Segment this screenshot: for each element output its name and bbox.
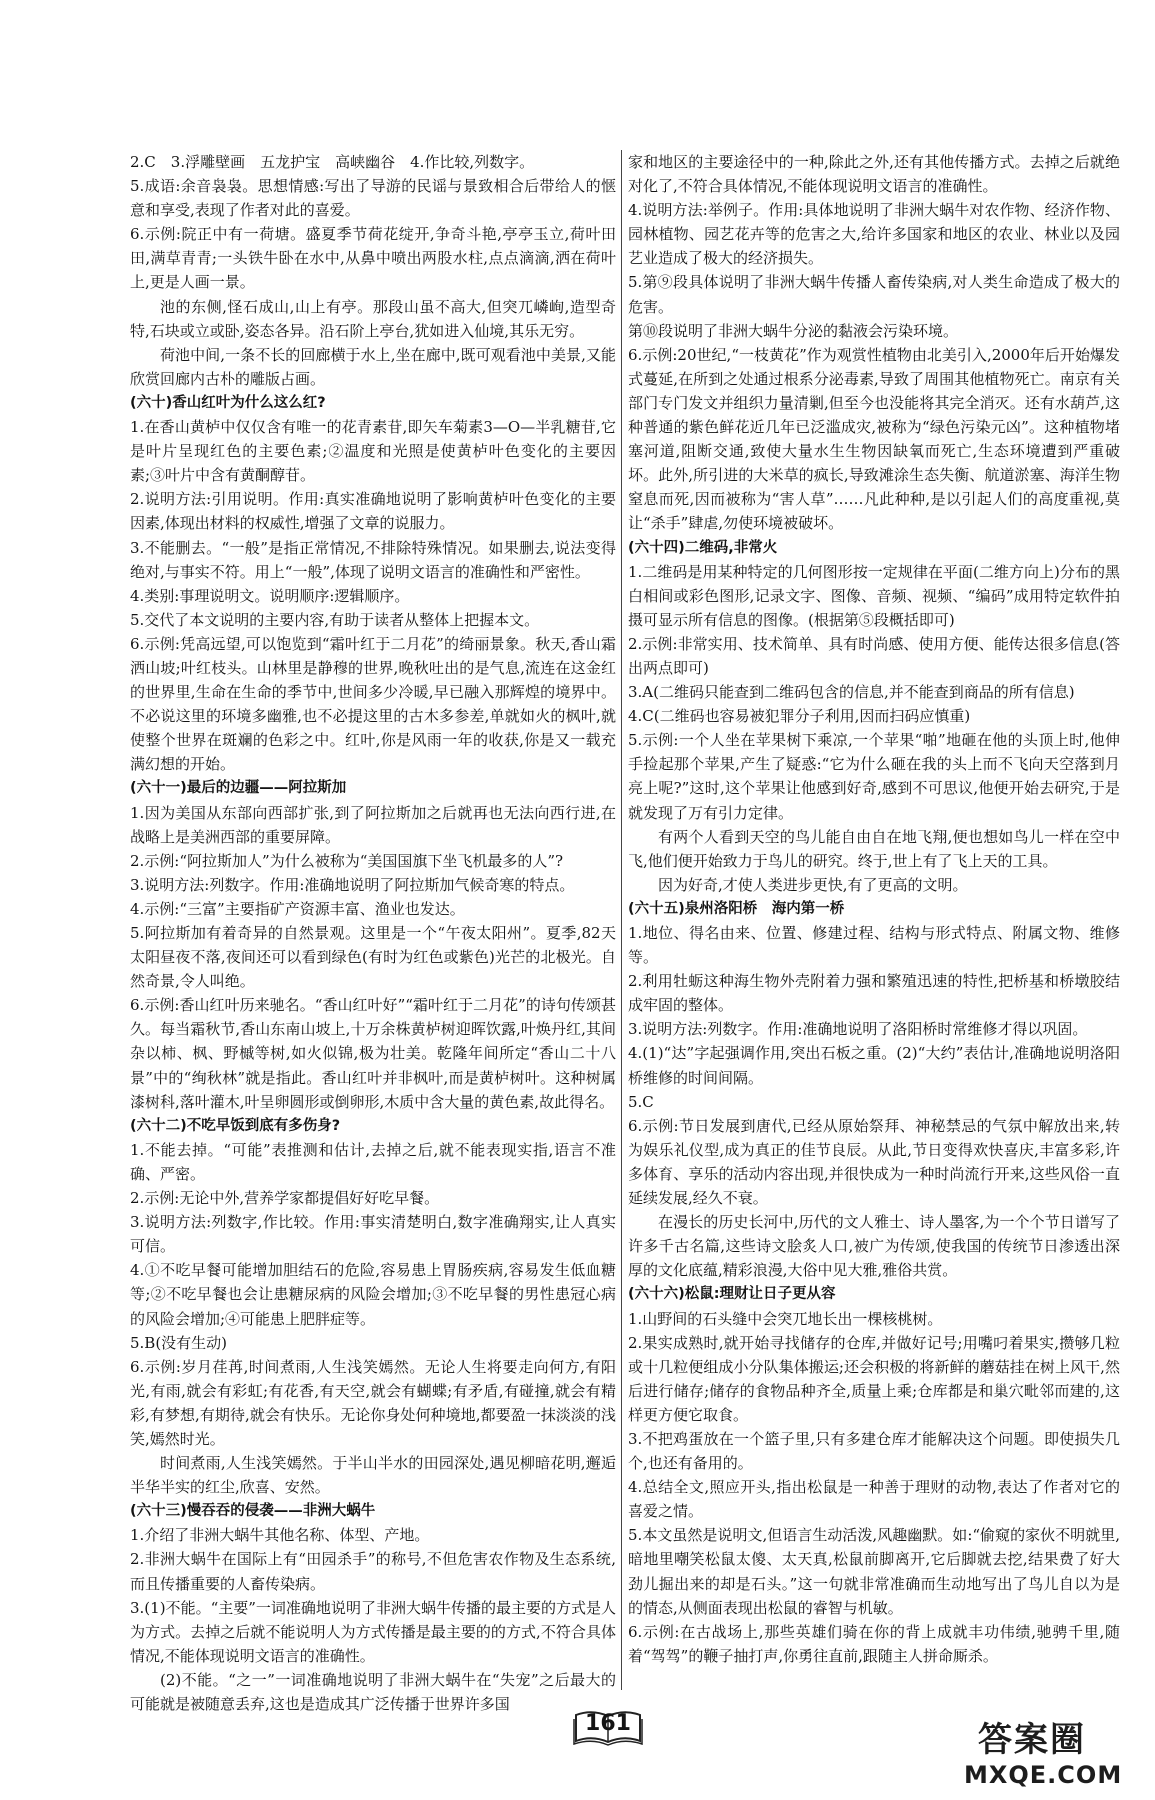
answer-paragraph: 2.非洲大蜗牛在国际上有“田园杀手”的称号,不但危害农作物及生态系统,而且传播重要的人畜传染病。 xyxy=(130,1550,616,1593)
answer-paragraph: 4.①不吃早餐可能增加胆结石的危险,容易患上胃肠疾病,容易发生低血糖等;②不吃早餐也会让患糖尿病的风险会增加;③不吃早餐的男性患冠心病的风险会增加;④可能患上肥胖症等。 xyxy=(130,1261,616,1328)
section-heading: (六十三)慢吞吞的侵袭——非洲大蜗牛 xyxy=(130,1503,376,1520)
answer-paragraph: 6.示例:在古战场上,那些英雄们骑在你的背上成就丰功伟绩,驰骋千里,随着“驾驾”的鞭子抽打声,你勇往直前,跟随主人拼命厮杀。 xyxy=(628,1622,1120,1665)
answer-paragraph: 6.示例:院正中有一荷塘。盛夏季节荷花绽开,争奇斗艳,亭亭玉立,荷叶田田,满草青青;一头铁牛卧在水中,从鼻中喷出两股水柱,点点滴滴,洒在荷叶上,更是人画一景。 xyxy=(130,225,616,292)
answer-paragraph: 4.说明方法:举例子。作用:具体地说明了非洲大蜗牛对农作物、经济作物、园林植物、园艺花卉等的危害之大,给许多国家和地区的农业、林业以及园艺业造成了极大的经济损失。 xyxy=(628,201,1120,268)
answer-paragraph: 4.C(二维码也容易被犯罪分子利用,因而扫码应慎重) xyxy=(628,707,971,726)
watermark-url: MXQE.COM xyxy=(964,1761,1123,1789)
answer-paragraph: 2.示例:非常实用、技术简单、具有时尚感、使用方便、能传达很多信息(答出两点即可) xyxy=(628,634,1120,677)
answer-paragraph: 家和地区的主要途径中的一种,除此之外,还有其他传播方式。去掉之后就绝对化了,不符合具体情况,不能体现说明文语言的准确性。 xyxy=(628,153,1120,196)
answer-paragraph: 2.说明方法:引用说明。作用:真实准确地说明了影响黄栌叶色变化的主要因素,体现出材料的权威性,增强了文章的说服力。 xyxy=(130,490,616,533)
answer-paragraph: 3.说明方法:列数字,作比较。作用:事实清楚明白,数字准确翔实,让人真实可信。 xyxy=(130,1213,616,1256)
answer-paragraph: 1.地位、得名由来、位置、修建过程、结构与形式特点、附属文物、维修等。 xyxy=(628,924,1120,967)
answer-paragraph: 荷池中间,一条不长的回廊横于水上,坐在廊中,既可观看池中美景,又能欣赏回廊内古朴的雕版占画。 xyxy=(130,345,616,388)
answer-paragraph: 4.示例:“三富”主要指矿产资源丰富、渔业也发达。 xyxy=(130,899,465,918)
answer-paragraph: 3.说明方法:列数字。作用:准确地说明了阿拉斯加气候奇寒的特点。 xyxy=(130,875,575,894)
answer-paragraph: 6.示例:香山红叶历来驰名。“香山红叶好”“霜叶红于二月花”的诗句传颂甚久。每当霜秋节,香山东南山坡上,十万余株黄栌树迎晖饮露,叶焕丹红,其间杂以柿、枫、野槭等树,如火似锦,极为壮美。乾隆年间所定“香山二十八景”中的“绚秋林”就是指此。香山红叶并非枫叶,而是黄栌树叶。这种树属漆树科,落叶灌木,叶呈卵圆形或倒卵形,木质中含大量的黄色素,故此得名。 xyxy=(130,996,616,1111)
watermark-title: 答案圈 xyxy=(978,1720,1086,1760)
answer-paragraph: 5.阿拉斯加有着奇异的自然景观。这里是一个“午夜太阳州”。夏季,82天太阳昼夜不落,夜间还可以看到绿色(有时为红色或紫色)光芒的北极光。自然奇景,令人叫绝。 xyxy=(130,924,616,991)
section-heading: (六十四)二维码,非常火 xyxy=(628,539,778,556)
answer-paragraph: 1.因为美国从东部向西部扩张,到了阿拉斯加之后就再也无法向西行进,在战略上是美洲西部的重要屏障。 xyxy=(130,803,616,846)
answer-paragraph: 2.利用牡蛎这种海生物外壳附着力强和繁殖迅速的特性,把桥基和桥墩胶结成牢固的整体。 xyxy=(628,972,1120,1015)
answer-paragraph: 1.在香山黄栌中仅仅含有唯一的花青素苷,即矢车菊素3—O—半乳糖苷,它是叶片呈现红色的主要色素;②温度和光照是使黄栌叶色变化的主要因素;③叶片中含有黄酮醇苷。 xyxy=(130,418,616,485)
answer-paragraph: 6.示例:凭高远望,可以饱览到“霜叶红于二月花”的绮丽景象。秋天,香山霜洒山坡;叶红枝头。山林里是静穆的世界,晚秋吐出的是气息,流连在这金红的世界里,生命在生命的季节中,世间多少冷暖,早已融入那辉煌的境界中。不必说这里的环境多幽雅,也不必提这里的古木多参差,单就如火的枫叶,就使整个世界在斑斓的色彩之中。红叶,你是风雨一年的收获,你是又一载充满幻想的开始。 xyxy=(130,634,616,774)
section-heading: (六十)香山红叶为什么这么红? xyxy=(130,394,326,411)
answer-paragraph: 3.不能删去。“一般”是指正常情况,不排除特殊情况。如果删去,说法变得绝对,与事实不符。用上“一般”,体现了说明文语言的准确性和严密性。 xyxy=(130,538,616,581)
answer-paragraph: 2.示例:“阿拉斯加人”为什么被称为“美国国旗下坐飞机最多的人”? xyxy=(130,851,564,870)
answer-paragraph: 5.C xyxy=(628,1092,654,1111)
answer-paragraph: 第⑩段说明了非洲大蜗牛分泌的黏液会污染环境。 xyxy=(628,321,959,340)
page-number: 161 xyxy=(585,1711,631,1736)
answer-paragraph: 因为好奇,才使人类进步更快,有了更高的文明。 xyxy=(658,875,968,894)
answer-paragraph: 2.果实成熟时,就开始寻找储存的仓库,并做好记号;用嘴叼着果实,攒够几粒或十几粒便组成小分队集体搬运;还会积极的将新鲜的蘑菇挂在树上风干,然后进行储存;储存的食物品种齐全,质量上乘;仓库都是和巢穴毗邻而建的,这样更方便它取食。 xyxy=(628,1333,1120,1424)
answer-paragraph: 4.总结全文,照应开头,指出松鼠是一种善于理财的动物,表达了作者对它的喜爱之情。 xyxy=(628,1478,1120,1521)
answer-paragraph: 5.第⑨段具体说明了非洲大蜗牛传播人畜传染病,对人类生命造成了极大的危害。 xyxy=(628,273,1120,316)
section-heading: (六十五)泉州洛阳桥 海内第一桥 xyxy=(628,900,845,917)
answer-paragraph: 5.示例:一个人坐在苹果树下乘凉,一个苹果“啪”地砸在他的头顶上时,他伸手捡起那个苹果,产生了疑惑:“它为什么砸在我的头上而不飞向天空落到月亮上呢?”这时,这个苹果让他感到好奇,感到不可思议,他便开始去研究,于是就发现了万有引力定律。 xyxy=(628,731,1120,822)
section-heading: (六十六)松鼠:理财让日子更从容 xyxy=(628,1286,836,1303)
answer-paragraph: 时间煮雨,人生浅笑嫣然。于半山半水的田园深处,遇见柳暗花明,邂逅半华半实的红尘,欣喜、安然。 xyxy=(130,1454,616,1497)
answer-paragraph: 1.二维码是用某种特定的几何图形按一定规律在平面(二维方向上)分布的黑白相间或彩色图形,记录文字、图像、音频、视频、“编码”成用特定软件拍摄可显示所有信息的图像。(根据第⑤段概括即可) xyxy=(628,562,1120,629)
answer-paragraph: 6.示例:20世纪,“一枝黄花”作为观赏性植物由北美引入,2000年后开始爆发式蔓延,在所到之处通过根系分泌毒素,导致了周围其他植物死亡。南京有关部门专门发文并组织力量清剿,但至今也没能将其完全消灭。还有水葫芦,这种普通的紫色鲜花近几年已泛滥成灾,被称为“绿色污染元凶”。这种植物堵塞河道,阻断交通,致使大量水生生物因缺氧而死亡,生态环境遭到严重破坏。此外,所引进的大米草的疯长,导致滩涂生态失衡、航道淤塞、海洋生物窒息而死,因而被称为“害人草”……凡此种种,是以引起人们的高度重视,莫让“杀手”肆虐,勿使环境被破坏。 xyxy=(628,345,1120,533)
answer-paragraph: 3.不把鸡蛋放在一个篮子里,只有多建仓库才能解决这个问题。即使损失几个,也还有备用的。 xyxy=(628,1429,1120,1473)
answer-paragraph: 1.山野间的石头缝中会突兀地长出一棵核桃树。 xyxy=(628,1309,943,1328)
answer-paragraph: 6.示例:节日发展到唐代,已经从原始祭拜、神秘禁忌的气氛中解放出来,转为娱乐礼仪型,成为真正的佳节良辰。从此,节日变得欢快喜庆,丰富多彩,许多体育、享乐的活动内容出现,并很快成为一种时尚流行开来,这些风俗一直延续发展,经久不衰。 xyxy=(628,1116,1120,1208)
answer-paragraph: 5.交代了本文说明的主要内容,有助于读者从整体上把握本文。 xyxy=(130,610,540,629)
answer-paragraph: 4.类别:事理说明文。说明顺序:逻辑顺序。 xyxy=(130,586,410,605)
column-divider xyxy=(621,150,622,1690)
answer-paragraph: 有两个人看到天空的鸟儿能自由自在地飞翔,便也想如鸟儿一样在空中飞,他们便开始致力于鸟儿的研究。终于,世上有了飞上天的工具。 xyxy=(628,827,1120,870)
answer-paragraph: 5.成语:余音袅袅。思想情感:写出了导游的民谣与景致相合后带给人的惬意和享受,表现了作者对此的喜爱。 xyxy=(130,177,616,220)
answer-paragraph: 1.介绍了非洲大蜗牛其他名称、体型、产地。 xyxy=(130,1526,430,1545)
page-footer xyxy=(560,1705,656,1749)
section-heading: (六十二)不吃早饭到底有多伤身? xyxy=(130,1117,341,1134)
answer-paragraph: 5.B(没有生动) xyxy=(130,1333,228,1352)
answer-paragraph: 池的东侧,怪石成山,山上有亭。那段山虽不高大,但突兀嶙峋,造型奇特,石块或立或卧,姿态各异。沿石阶上亭台,犹如进入仙境,其乐无穷。 xyxy=(130,297,616,340)
answer-paragraph: 5.本文虽然是说明文,但语言生动活泼,风趣幽默。如:“偷窥的家伙不明就里,暗地里嘲笑松鼠太傻、太天真,松鼠前脚离开,它后脚就去挖,结果费了好大劲儿掘出来的却是石头。”这一句就非常准确而生动地写出了鸟儿自以为是的情态,从侧面表现出松鼠的睿智与机敏。 xyxy=(628,1526,1120,1617)
answer-paragraph: 4.(1)“达”字起强调作用,突出石板之重。(2)“大约”表估计,准确地说明洛阳桥维修的时间间隔。 xyxy=(628,1044,1120,1087)
answer-paragraph: 6.示例:岁月荏苒,时间煮雨,人生浅笑嫣然。无论人生将要走向何方,有阳光,有雨,就会有彩虹;有花香,有天空,就会有蝴蝶;有矛盾,有碰撞,就会有精彩,有梦想,有期待,就会有快乐。无论你身处何种境地,都要盈一抹淡淡的浅笑,嫣然时光。 xyxy=(130,1357,616,1448)
watermark-logo xyxy=(960,1712,1145,1792)
right-column xyxy=(628,150,1120,1690)
answer-paragraph: 1.不能去掉。“可能”表推测和估计,去掉之后,就不能表现实指,语言不准确、严密。 xyxy=(130,1140,616,1183)
answer-paragraph: 2.C 3.浮雕壁画 五龙护宝 高峡幽谷 4.作比较,列数字。 xyxy=(130,153,535,171)
answer-paragraph: 3.(1)不能。“主要”一词准确地说明了非洲大蜗牛传播的最主要的方式是人为方式。去掉之后就不能说明人为方式传播是最主要的的方式,不符合具体情况,不能体现说明文语言的准确性。 xyxy=(130,1598,616,1665)
answer-paragraph: (2)不能。“之一”一词准确地说明了非洲大蜗牛在“失宠”之后最大的可能就是被随意丢弃,这也是造成其广泛传播于世界许多国 xyxy=(130,1670,616,1713)
answer-paragraph: 2.示例:无论中外,营养学家都提倡好好吃早餐。 xyxy=(130,1189,440,1208)
section-heading: (六十一)最后的边疆——阿拉斯加 xyxy=(130,780,347,797)
left-column xyxy=(130,150,616,1713)
answer-paragraph: 3.A(二维码只能查到二维码包含的信息,并不能查到商品的所有信息) xyxy=(628,683,1075,702)
answer-paragraph: 在漫长的历史长河中,历代的文人雅士、诗人墨客,为一个个节日谱写了许多千古名篇,这些诗文脍炙人口,被广为传颂,使我国的传统节日渗透出深厚的文化底蕴,精彩浪漫,大俗中见大雅,雅俗共赏。 xyxy=(628,1213,1120,1280)
answer-paragraph: 3.说明方法:列数字。作用:准确地说明了洛阳桥时常维修才得以巩固。 xyxy=(628,1020,1088,1039)
